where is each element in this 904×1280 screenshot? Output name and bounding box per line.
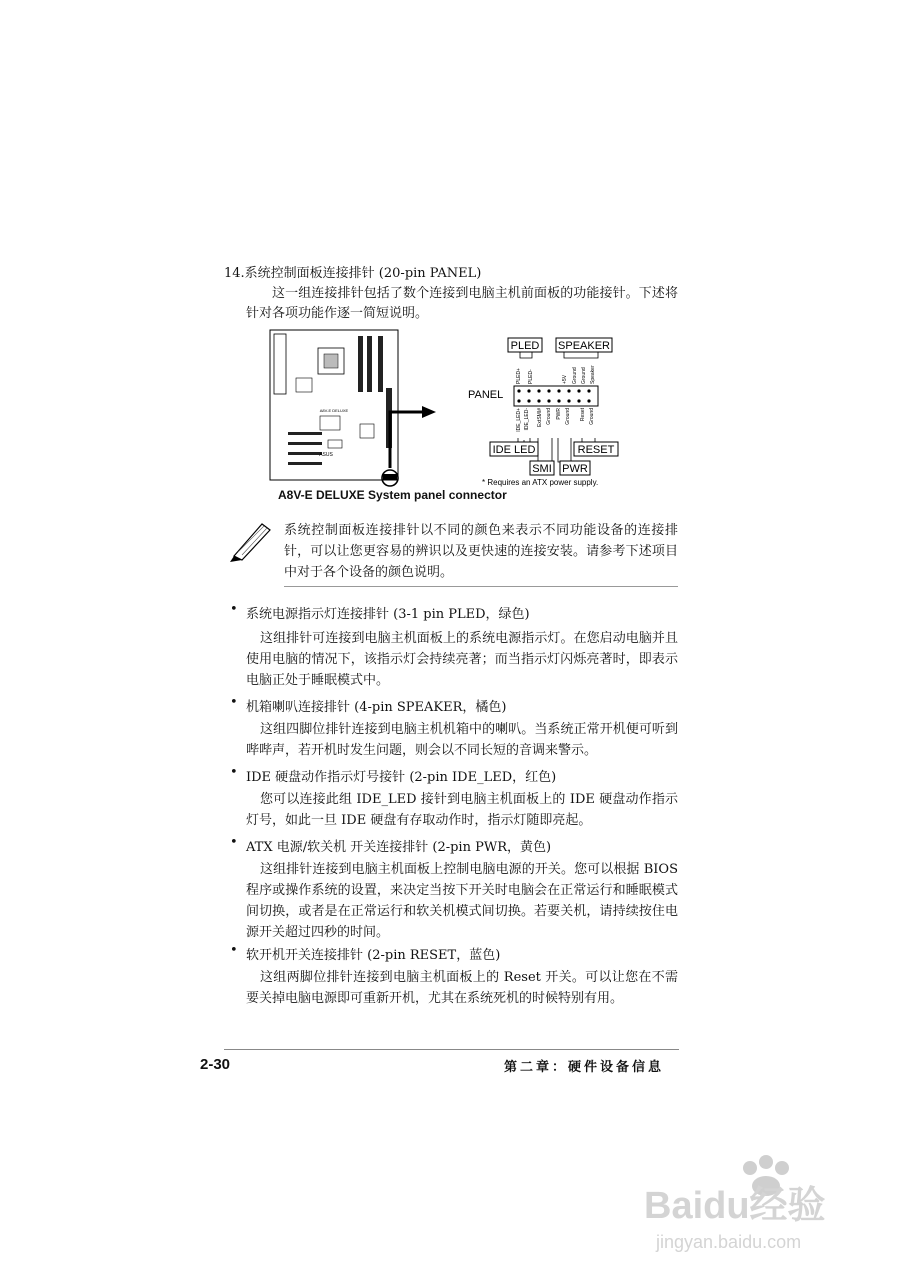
bullet-title-pwr: • ATX 电源/软关机 开关连接排针 (2-pin PWR，黄色): [230, 835, 552, 855]
bullet-2: [230, 695, 678, 761]
intro-paragraph: [246, 284, 678, 324]
bullet-dot: •: [230, 835, 238, 850]
bullet-dot: •: [230, 765, 238, 780]
group-speaker: SPEAKER: [558, 340, 610, 352]
page-number: 2-30: [200, 1056, 231, 1073]
bullet-5: [230, 943, 678, 1009]
pin-ground-2: Ground: [581, 367, 587, 384]
note-text: 系统控制面板连接排针以不同的颜色来表示不同功能设备的连接排针，可以让您更容易的辨识以及更快速的连接安装。请参考下述项目中对于各个设备的颜色说明。: [284, 523, 678, 580]
motherboard-illustration: [270, 330, 398, 486]
baidu-watermark: [640, 1150, 880, 1260]
bullet-title-speaker: • 机箱喇叭连接排针 (4-pin SPEAKER，橘色): [230, 695, 507, 715]
watermark-url: jingyan.baidu.com: [656, 1232, 802, 1252]
pin-speaker: Speaker: [590, 365, 596, 384]
intro-text: 这一组连接排针包括了数个连接到电脑主机前面板的功能接针。下述将针对各项功能作逐一简短说明。: [246, 286, 678, 321]
bullet-body-ide-led: 您可以连接此组 IDE_LED 接针到电脑主机面板上的 IDE 硬盘动作指示灯号，如此一旦 IDE 硬盘有存取动作时，指示灯随即亮起。: [246, 792, 678, 828]
pin-reset: Reset: [580, 408, 586, 422]
panel-label: PANEL: [468, 389, 504, 401]
pin-ground-4: Ground: [565, 408, 571, 425]
bullet-title-pled: • 系统电源指示灯连接排针 (3-1 pin PLED，绿色): [230, 602, 530, 622]
bullet-body-reset: 这组两脚位排针连接到电脑主机面板上的 Reset 开关。可以让您在不需要关掉电脑电源即可重新开机，尤其在系统死机的时候特别有用。: [246, 970, 678, 1006]
group-smi: SMI: [532, 463, 552, 475]
bullet-4: [230, 835, 678, 943]
diagram-footnote: * Requires an ATX power supply.: [482, 478, 599, 487]
panel-connector-diagram: [268, 328, 688, 506]
footer-divider: [224, 1049, 679, 1050]
pin-pwr: PWR: [556, 408, 562, 420]
brand-label: ASUS: [319, 452, 333, 458]
group-reset: RESET: [577, 444, 615, 456]
board-label: A8V-E DELUXE: [319, 408, 349, 413]
bullet-dot: •: [230, 695, 238, 710]
group-pwr: PWR: [562, 463, 588, 475]
pin-5v: +5V: [562, 374, 568, 384]
group-pled: PLED: [510, 340, 540, 352]
pin-pled-minus: PLED-: [528, 369, 534, 384]
pin-ground-3: Ground: [546, 408, 552, 425]
note-box: [284, 520, 678, 587]
pin-ide-led-minus: IDE_LED-: [524, 408, 530, 431]
bullet-title-ide-led: • IDE 硬盘动作指示灯号接针 (2-pin IDE_LED，红色): [230, 765, 557, 785]
pin-ground-5: Ground: [589, 408, 595, 425]
bullet-body-pled: 这组排针可连接到电脑主机面板上的系统电源指示灯。在您启动电脑并且使用电脑的情况下，该指示灯会持续亮著；而当指示灯闪烁亮著时，即表示电脑正处于睡眠模式中。: [246, 631, 678, 688]
bullet-1: [230, 602, 678, 691]
bullet-dot: •: [230, 943, 238, 958]
pin-header: [514, 386, 598, 406]
watermark-logo: Baidu经验: [644, 1185, 826, 1227]
bullet-body-speaker: 这组四脚位排针连接到电脑主机机箱中的喇叭。当系统正常开机便可听到哔哔声，若开机时发生问题，则会以不同长短的音调来警示。: [246, 722, 678, 758]
bullet-body-pwr: 这组排针连接到电脑主机面板上控制电脑电源的开关。您可以根据 BIOS 程序或操作系统的设置，来决定当按下开关时电脑会在正常运行和睡眠模式间切换，或者是在正常运行和软关机模式间切换。若要关机，请持续按住电源开关超过四秒的时间。: [246, 862, 678, 940]
chapter-title: 第二章：硬件设备信息: [504, 1060, 665, 1075]
pin-extsmi: ExtSMI#: [537, 408, 543, 427]
bullet-3: [230, 765, 678, 831]
group-ide-led: IDE LED: [492, 444, 536, 456]
pin-pled-plus: PLED+: [516, 368, 522, 384]
section-heading: 14.系统控制面板连接排针 (20-pin PANEL): [224, 266, 482, 281]
bullet-title-reset: • 软开机开关连接排针 (2-pin RESET，蓝色): [230, 943, 501, 963]
pin-ide-led-plus: IDE_LED+: [516, 408, 522, 432]
bullet-dot: •: [230, 602, 238, 617]
pin-ground-1: Ground: [572, 367, 578, 384]
pencil-note-icon: [226, 518, 274, 562]
diagram-caption: A8V-E DELUXE System panel connector: [278, 488, 507, 502]
